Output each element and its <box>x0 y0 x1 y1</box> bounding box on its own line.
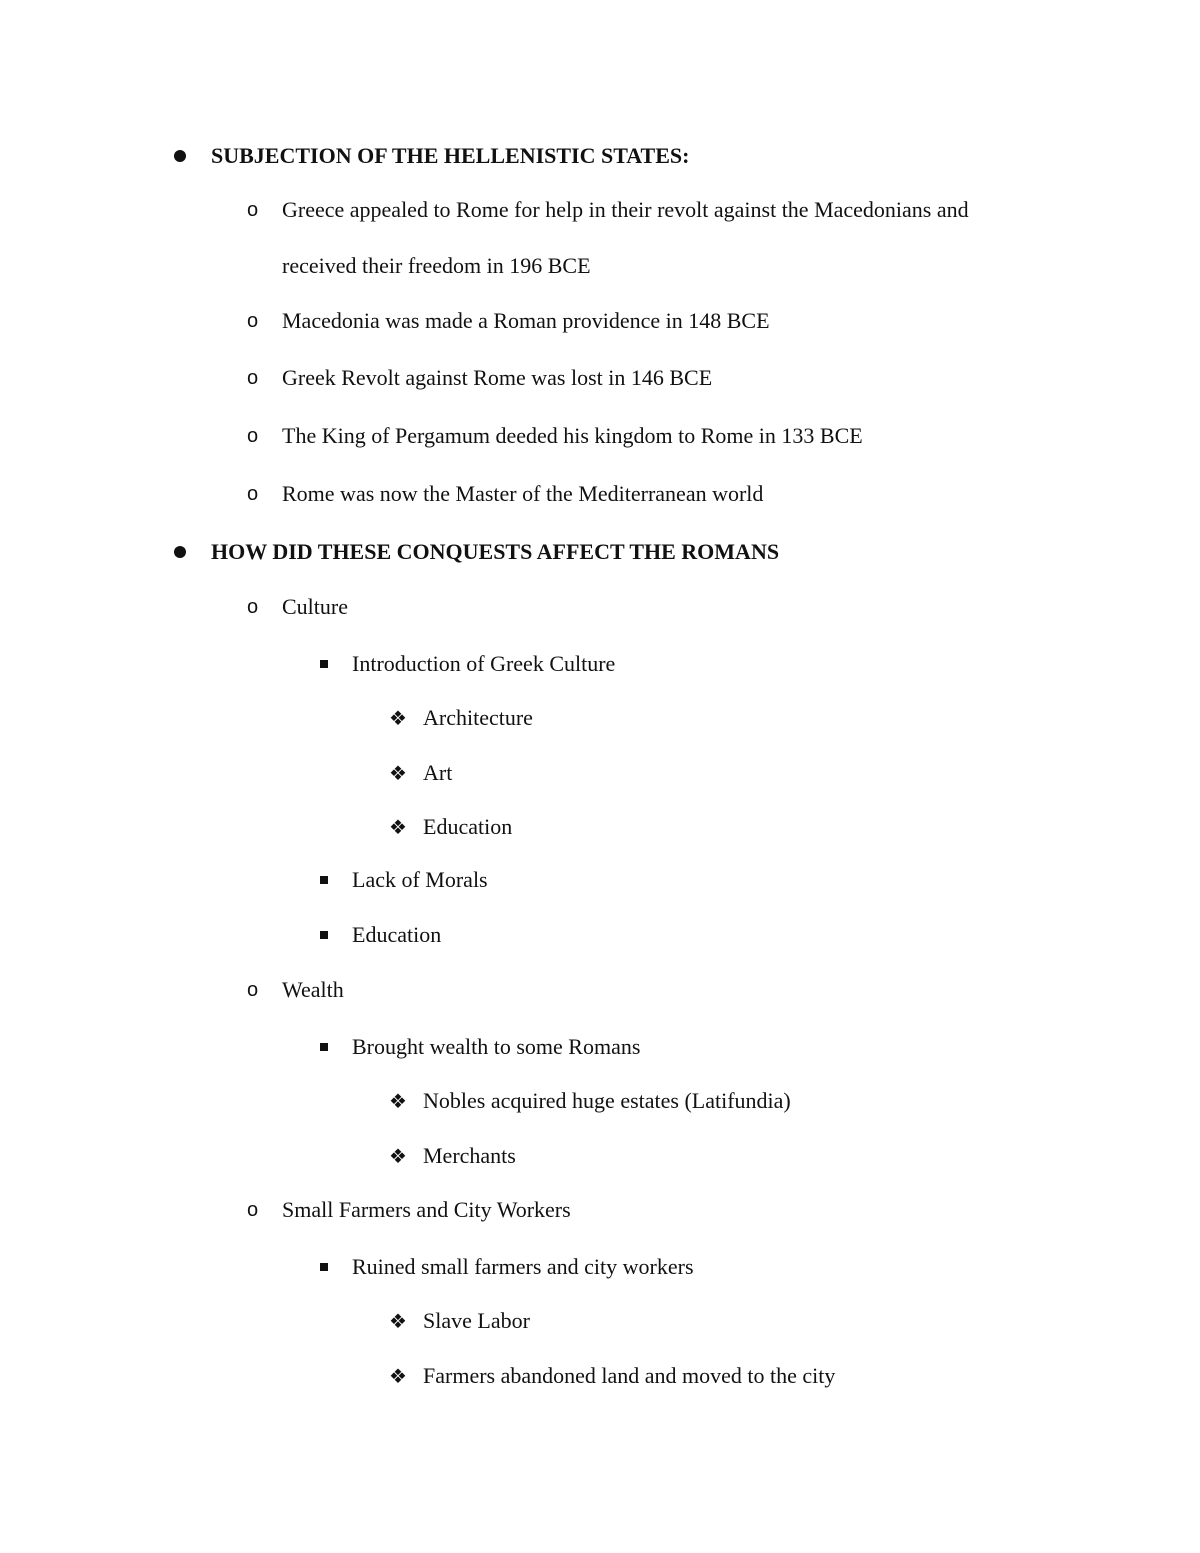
list-item: The King of Pergamum deeded his kingdom to Rome in 133 BCE <box>282 423 863 448</box>
list-item: Brought wealth to some Romans <box>352 1034 641 1059</box>
list-item: Nobles acquired huge estates (Latifundia) <box>423 1088 791 1113</box>
bullet-square-icon <box>320 1043 328 1051</box>
list-item: Small Farmers and City Workers <box>282 1197 571 1222</box>
bullet-circle-icon: o <box>247 425 259 447</box>
bullet-circle-icon: o <box>247 596 259 618</box>
bullet-diamond-icon: ❖ <box>389 761 407 785</box>
bullet-circle-icon: o <box>247 367 259 389</box>
bullet-diamond-icon: ❖ <box>389 1144 407 1168</box>
bullet-dot-icon <box>174 546 186 558</box>
list-item: Merchants <box>423 1143 516 1168</box>
list-item: Greek Revolt against Rome was lost in 146 BCE <box>282 365 713 390</box>
bullet-dot-icon <box>174 150 186 162</box>
bullet-square-icon <box>320 1263 328 1271</box>
list-item: Macedonia was made a Roman providence in 148 BCE <box>282 308 770 333</box>
bullet-circle-icon: o <box>247 979 259 1001</box>
list-item: Greece appealed to Rome for help in their revolt against the Macedonians and <box>282 197 969 222</box>
bullet-circle-icon: o <box>247 1199 259 1221</box>
list-item: Architecture <box>423 705 533 730</box>
bullet-square-icon <box>320 660 328 668</box>
bullet-circle-icon: o <box>247 199 259 221</box>
bullet-diamond-icon: ❖ <box>389 1364 407 1388</box>
bullet-diamond-icon: ❖ <box>389 1309 407 1333</box>
list-item: Rome was now the Master of the Mediterranean world <box>282 481 764 506</box>
bullet-circle-icon: o <box>247 483 259 505</box>
section-heading-hellenistic: SUBJECTION OF THE HELLENISTIC STATES: <box>211 143 690 168</box>
bullet-diamond-icon: ❖ <box>389 1089 407 1113</box>
list-item: Wealth <box>282 977 344 1002</box>
list-item-continuation: received their freedom in 196 BCE <box>282 253 591 278</box>
list-item: Education <box>352 922 442 947</box>
list-item: Slave Labor <box>423 1308 530 1333</box>
list-item: Art <box>423 760 453 785</box>
list-item: Ruined small farmers and city workers <box>352 1254 694 1279</box>
section-heading-conquests: HOW DID THESE CONQUESTS AFFECT THE ROMANS <box>211 539 780 564</box>
bullet-square-icon <box>320 876 328 884</box>
bullet-diamond-icon: ❖ <box>389 706 407 730</box>
list-item: Introduction of Greek Culture <box>352 651 616 676</box>
bullet-diamond-icon: ❖ <box>389 815 407 839</box>
bullet-circle-icon: o <box>247 310 259 332</box>
list-item: Farmers abandoned land and moved to the city <box>423 1363 836 1388</box>
list-item: Education <box>423 814 513 839</box>
bullet-square-icon <box>320 931 328 939</box>
list-item: Lack of Morals <box>352 867 488 892</box>
list-item: Culture <box>282 594 348 619</box>
